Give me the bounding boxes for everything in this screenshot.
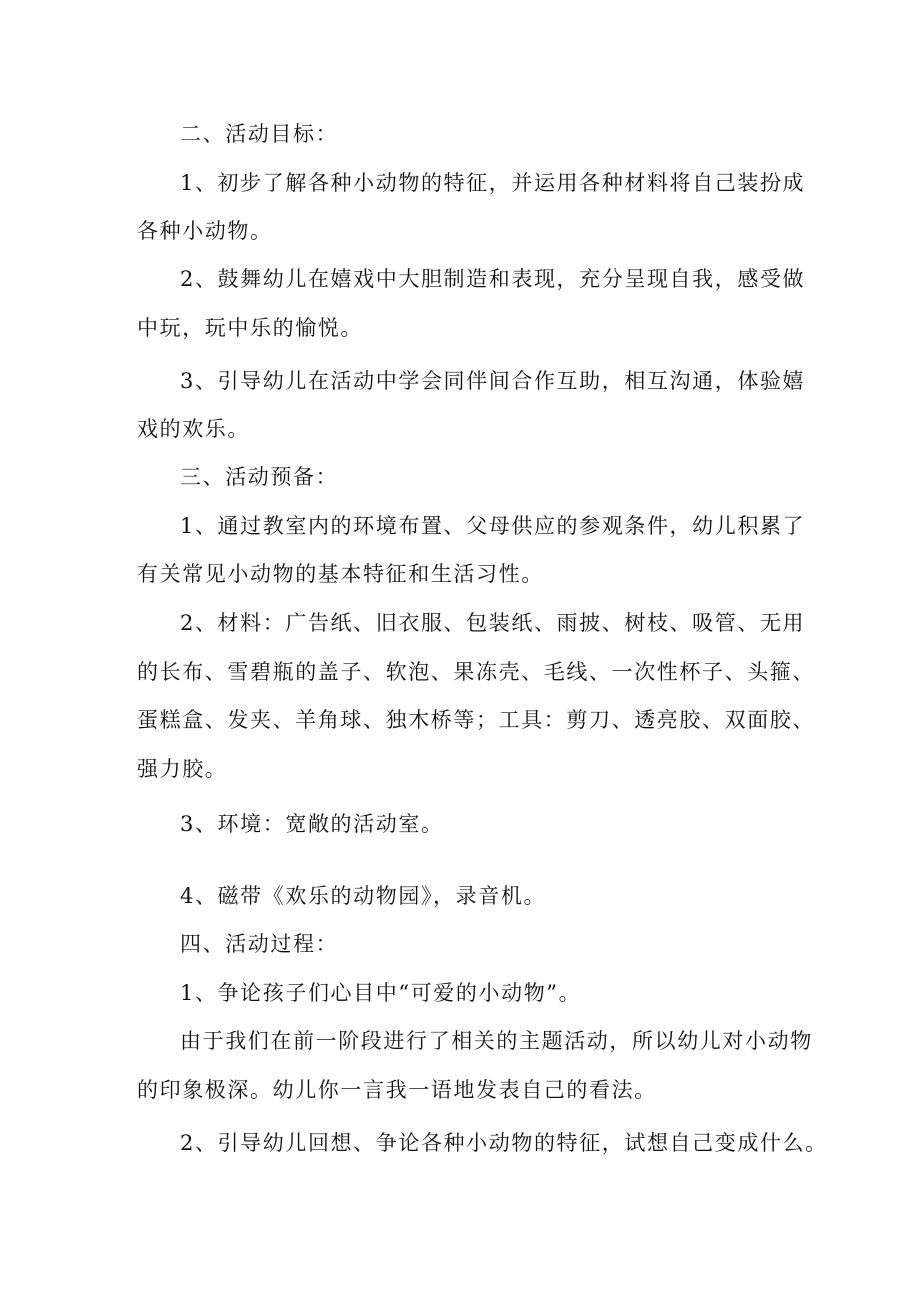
goal-1-line-2: 各种小动物。	[137, 219, 273, 243]
prep-1-line-2: 有关常见小动物的基本特征和生活习性。	[137, 562, 544, 586]
prep-3: 3、环境：宽敞的活动室。	[180, 812, 444, 836]
process-1-para-line-2: 的印象极深。幼儿你一言我一语地发表自己的看法。	[137, 1078, 657, 1102]
process-1: 1、争论孩子们心目中“可爱的小动物”。	[180, 981, 582, 1005]
prep-2-line-3: 蛋糕盒、发夹、羊角球、独木桥等；工具：剪刀、透亮胶、双面胶、	[137, 708, 815, 732]
process-1-para-line-1: 由于我们在前一阶段进行了相关的主题活动，所以幼儿对小动物	[180, 1029, 813, 1053]
prep-4: 4、磁带《欢乐的动物园》，录音机。	[180, 884, 547, 908]
goal-1-line-1: 1、初步了解各种小动物的特征，并运用各种材料将自己装扮成	[180, 171, 806, 195]
goal-2-line-2: 中玩，玩中乐的愉悦。	[137, 316, 363, 340]
prep-1-line-1: 1、通过教室内的环境布置、父母供应的参观条件，幼儿积累了	[180, 514, 806, 538]
prep-2-line-4: 强力胶。	[137, 757, 228, 781]
process-2: 2、引导幼儿回想、争论各种小动物的特征，试想自己变成什么。	[180, 1131, 828, 1155]
section-heading-process: 四、活动过程：	[180, 932, 339, 956]
section-heading-preparation: 三、活动预备：	[180, 465, 339, 489]
prep-2-line-2: 的长布、雪碧瓶的盖子、软泡、果冻壳、毛线、一次性杯子、头箍、	[137, 660, 815, 684]
goal-2-line-1: 2、鼓舞幼儿在嬉戏中大胆制造和表现，充分呈现自我，感受做	[180, 267, 806, 291]
goal-3-line-2: 戏的欢乐。	[137, 417, 250, 441]
goal-3-line-1: 3、引导幼儿在活动中学会同伴间合作互助，相互沟通，体验嬉	[180, 369, 806, 393]
section-heading-goals: 二、活动目标：	[180, 122, 339, 146]
prep-2-line-1: 2、材料：广告纸、旧衣服、包装纸、雨披、树枝、吸管、无用	[180, 611, 806, 635]
